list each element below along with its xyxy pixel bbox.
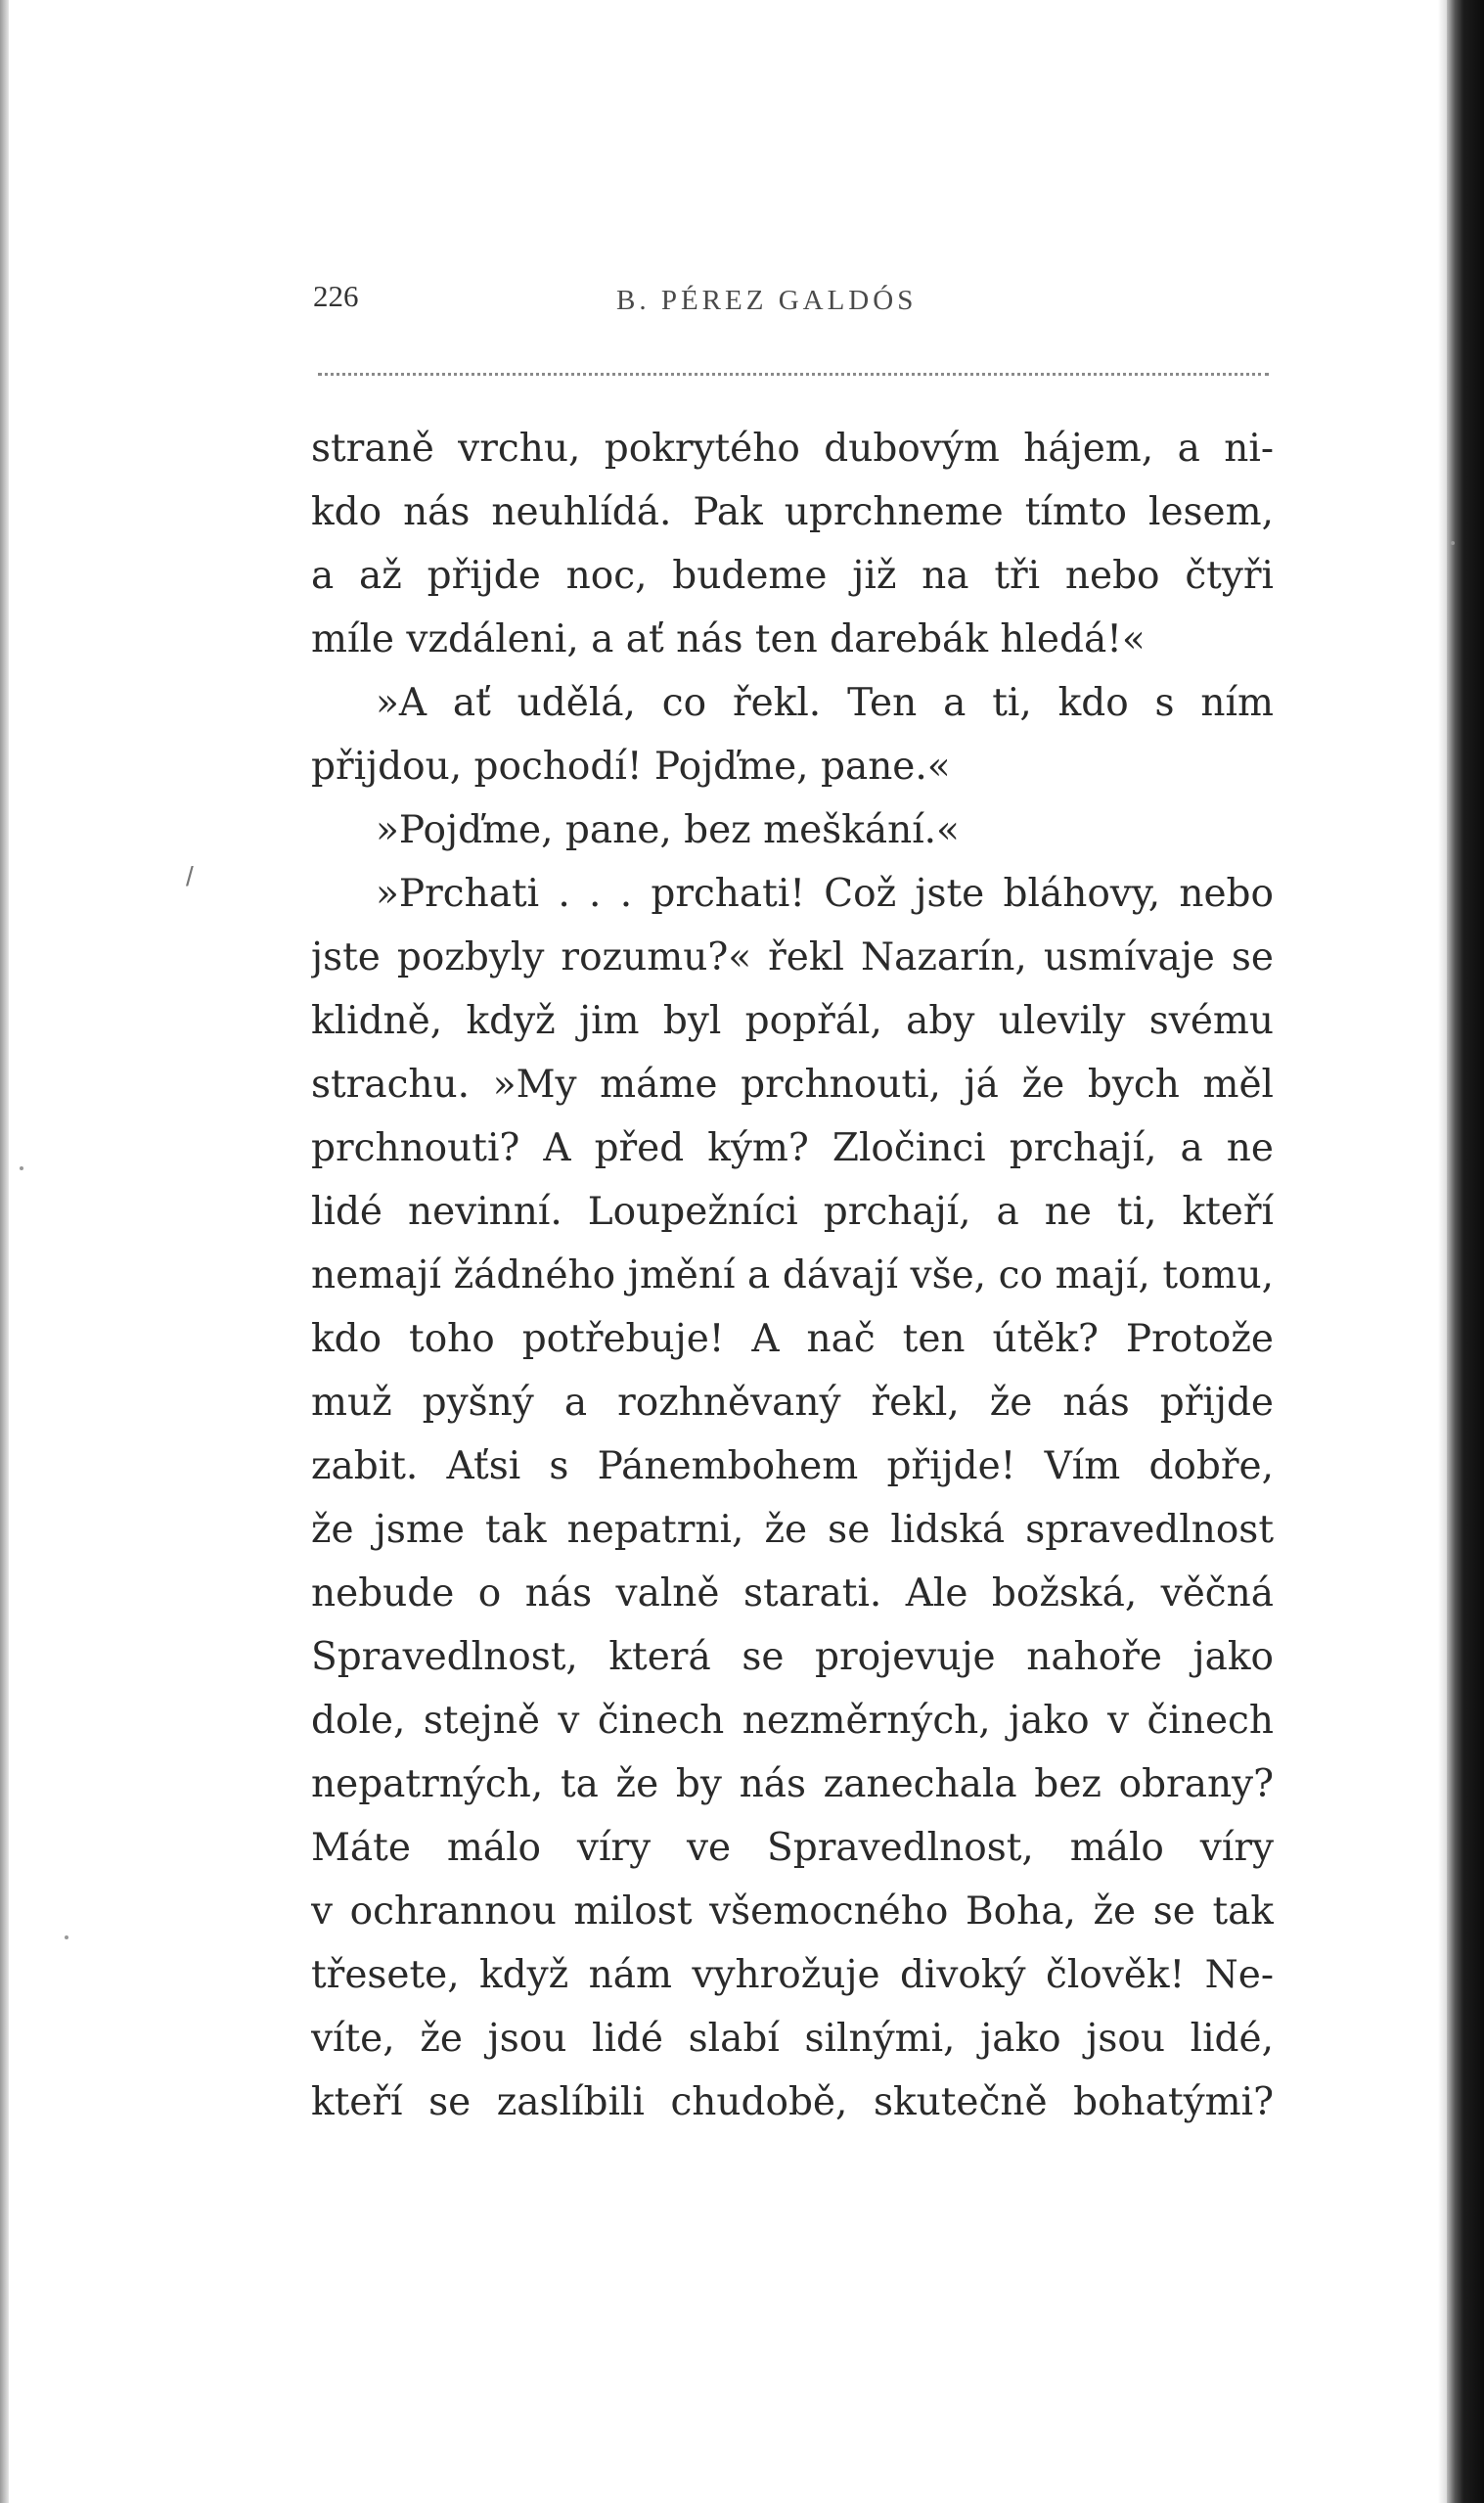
text-line: přijdou, pochodí! Pojďme, pane.« xyxy=(311,745,951,789)
text-line: nepatrných, ta že by nás zanechala bez obrany? xyxy=(311,1762,1274,1806)
text-line: že jsme tak nepatrni, že se lidská spravedlnost xyxy=(311,1508,1274,1552)
text-line: »Pojďme, pane, bez meškání.« xyxy=(376,808,960,852)
body-text xyxy=(311,417,1274,2134)
text-line: třesete, když nám vyhrožuje divoký člověk! Ne- xyxy=(311,1953,1274,1997)
text-line: strachu. »My máme prchnouti, já že bych měl xyxy=(311,1063,1274,1107)
margin-speck xyxy=(65,1935,68,1939)
text-line: zabit. Aťsi s Pánembohem přijde! Vím dobře, xyxy=(311,1444,1274,1488)
text-line: kdo toho potřebuje! A nač ten útěk? Protože xyxy=(311,1317,1274,1361)
text-line: prchnouti? A před kým? Zločinci prchají, a ne xyxy=(311,1126,1274,1170)
margin-speck xyxy=(1451,541,1455,545)
text-line: kdo nás neuhlídá. Pak uprchneme tímto lesem, xyxy=(311,490,1274,534)
book-spine xyxy=(1447,0,1484,2503)
text-line: nebude o nás valně starati. Ale božská, věčná xyxy=(311,1571,1274,1616)
text-line: Spravedlnost, která se projevuje nahoře jako xyxy=(311,1635,1274,1679)
page-gutter-shadow xyxy=(1438,0,1447,2503)
page-header xyxy=(313,279,1272,338)
text-line: nemají žádného jmění a dávají vše, co mají, tomu, xyxy=(311,1253,1274,1297)
text-line: jste pozbyly rozumu?« řekl Nazarín, usmívaje se xyxy=(311,935,1274,979)
text-line: »Prchati . . . prchati! Což jste bláhovy, nebo xyxy=(376,872,1274,916)
text-line: lidé nevinní. Loupežníci prchají, a ne ti, kteří xyxy=(311,1190,1274,1234)
text-line: míle vzdáleni, a ať nás ten darebák hledá!« xyxy=(311,617,1146,661)
text-line: kteří se zaslíbili chudobě, skutečně bohatými? xyxy=(311,2080,1274,2124)
text-line: dole, stejně v činech nezměrných, jako v činech xyxy=(311,1699,1274,1743)
margin-pencil-mark: / xyxy=(186,861,194,891)
text-line: Máte málo víry ve Spravedlnost, málo víry xyxy=(311,1826,1274,1870)
text-line: klidně, když jim byl popřál, aby ulevily svému xyxy=(311,999,1274,1043)
text-line: víte, že jsou lidé slabí silnými, jako jsou lidé, xyxy=(311,2017,1274,2061)
text-line: a až přijde noc, budeme již na tři nebo čtyři xyxy=(311,554,1274,598)
page-number: 226 xyxy=(313,279,359,313)
margin-speck xyxy=(20,1166,23,1170)
page-left-edge xyxy=(0,0,9,2503)
header-divider xyxy=(318,373,1269,376)
running-title: B. PÉREZ GALDÓS xyxy=(616,285,918,316)
text-line: muž pyšný a rozhněvaný řekl, že nás přijde xyxy=(311,1381,1274,1425)
text-line: »A ať udělá, co řekl. Ten a ti, kdo s ním xyxy=(376,681,1274,725)
text-line: v ochrannou milost všemocného Boha, že se tak xyxy=(311,1889,1274,1934)
text-line: straně vrchu, pokrytého dubovým hájem, a ni- xyxy=(311,427,1274,471)
